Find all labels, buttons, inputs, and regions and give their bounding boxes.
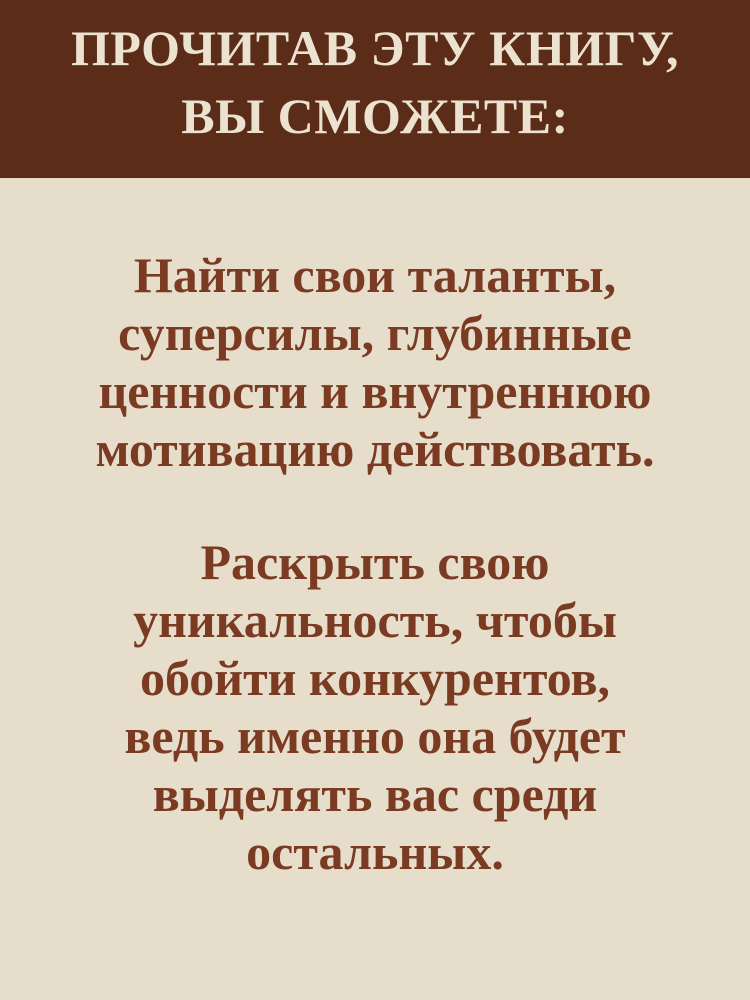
paragraph-2-line-6: остальных.: [246, 824, 504, 880]
paragraph-2-line-1: Раскрыть свою: [200, 534, 550, 590]
body-content: [0, 178, 750, 881]
paragraph-1-line-4: мотивацию действовать.: [95, 421, 655, 477]
header-banner: [0, 0, 750, 178]
benefit-paragraph-1: [0, 246, 750, 478]
paragraph-1-line-1: Найти свои таланты,: [133, 247, 617, 303]
paragraph-2-line-3: обойти конкурентов,: [139, 650, 611, 706]
benefit-paragraph-2: [0, 533, 750, 881]
paragraph-2-line-4: ведь именно она будет: [124, 708, 626, 764]
paragraph-2-line-2: уникальность, чтобы: [133, 592, 617, 648]
header-title-line-1: ПРОЧИТАВ ЭТУ КНИГУ,: [70, 20, 680, 76]
paragraph-1-line-3: ценности и внутреннюю: [98, 363, 652, 419]
header-title-line-2: ВЫ СМОЖЕТЕ:: [181, 88, 569, 144]
paragraph-1-line-2: суперсилы, глубинные: [118, 305, 632, 361]
paragraph-2-line-5: выделять вас среди: [152, 766, 598, 822]
